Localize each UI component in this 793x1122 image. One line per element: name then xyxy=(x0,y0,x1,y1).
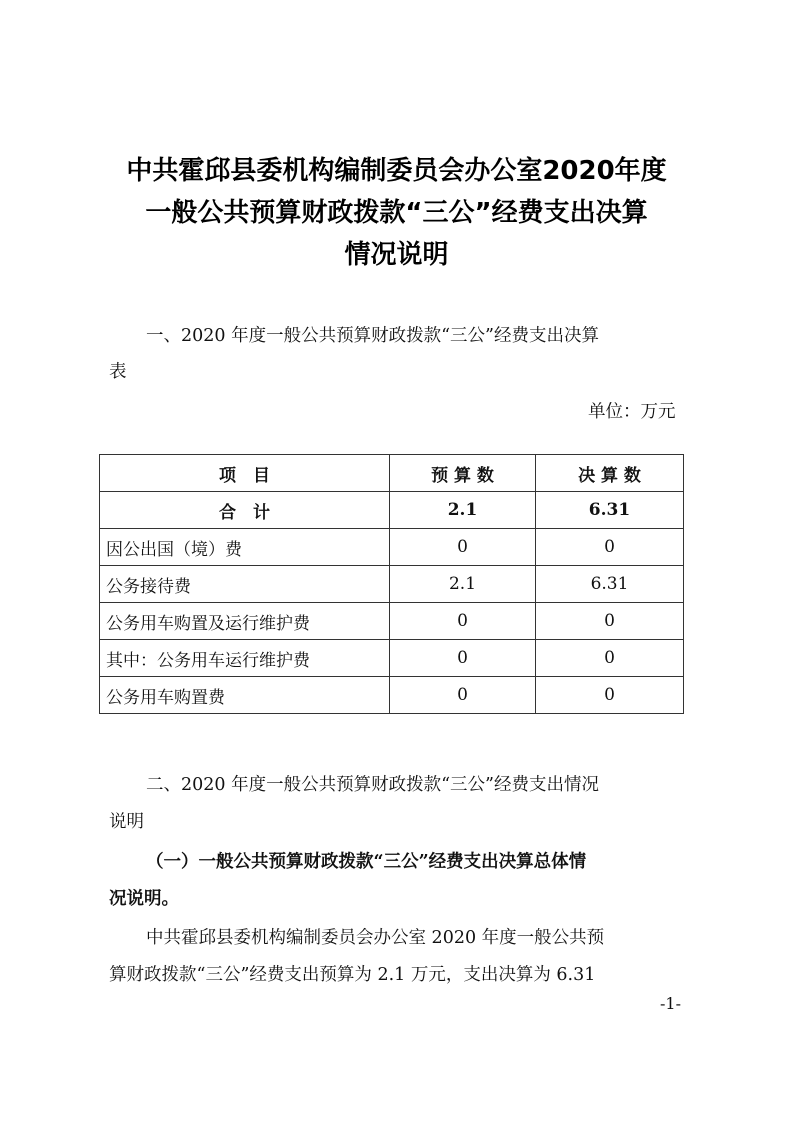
section1-heading: 一、2020 年度一般公共预算财政拨款“三公”经费支出决算 xyxy=(146,326,599,346)
document-title-line-1: 中共霍邱县委机构编制委员会办公室2020年度 xyxy=(126,156,667,186)
document-title-line-2: 一般公共预算财政拨款“三公”经费支出决算 xyxy=(145,198,648,228)
body-paragraph-line-1: 中共霍邱县委机构编制委员会办公室 2020 年度一般公共预 xyxy=(146,928,605,948)
three-public-expenses-table xyxy=(99,454,684,714)
row-actual: 0 xyxy=(536,677,684,714)
table-row xyxy=(100,640,684,677)
row-label: 因公出国（境）费 xyxy=(100,529,390,566)
page-number: -1- xyxy=(660,994,681,1013)
row-label: 公务接待费 xyxy=(100,566,390,603)
row-budget: 0 xyxy=(390,677,536,714)
row-actual: 0 xyxy=(536,640,684,677)
row-label: 公务用车购置费 xyxy=(100,677,390,714)
section2-heading: 二、2020 年度一般公共预算财政拨款“三公”经费支出情况 xyxy=(146,775,599,795)
row-actual: 0 xyxy=(536,603,684,640)
body-paragraph-line-2: 算财政拨款“三公”经费支出预算为 2.1 万元，支出决算为 6.31 xyxy=(109,965,596,985)
total-budget: 2.1 xyxy=(390,492,536,529)
row-budget: 2.1 xyxy=(390,566,536,603)
unit-label: 单位：万元 xyxy=(588,402,676,422)
row-label: 其中：公务用车运行维护费 xyxy=(100,640,390,677)
section2-heading-cont: 说明 xyxy=(109,812,144,832)
row-budget: 0 xyxy=(390,603,536,640)
row-budget: 0 xyxy=(390,640,536,677)
row-budget: 0 xyxy=(390,529,536,566)
header-budget: 预 算 数 xyxy=(390,455,536,492)
row-actual: 0 xyxy=(536,529,684,566)
section2-subheading: （一）一般公共预算财政拨款“三公”经费支出决算总体情 xyxy=(146,852,587,872)
table-row xyxy=(100,566,684,603)
document-title-line-3: 情况说明 xyxy=(344,240,449,270)
header-item: 项 目 xyxy=(100,455,390,492)
row-label: 公务用车购置及运行维护费 xyxy=(100,603,390,640)
row-actual: 6.31 xyxy=(536,566,684,603)
header-actual: 决 算 数 xyxy=(536,455,684,492)
section1-heading-cont: 表 xyxy=(109,362,127,382)
total-label: 合 计 xyxy=(100,492,390,529)
section2-subheading-cont: 况说明。 xyxy=(109,889,179,909)
table-row xyxy=(100,529,684,566)
table-row xyxy=(100,677,684,714)
table-row xyxy=(100,603,684,640)
table-total-row xyxy=(100,492,684,529)
table-header-row xyxy=(100,455,684,492)
total-actual: 6.31 xyxy=(536,492,684,529)
